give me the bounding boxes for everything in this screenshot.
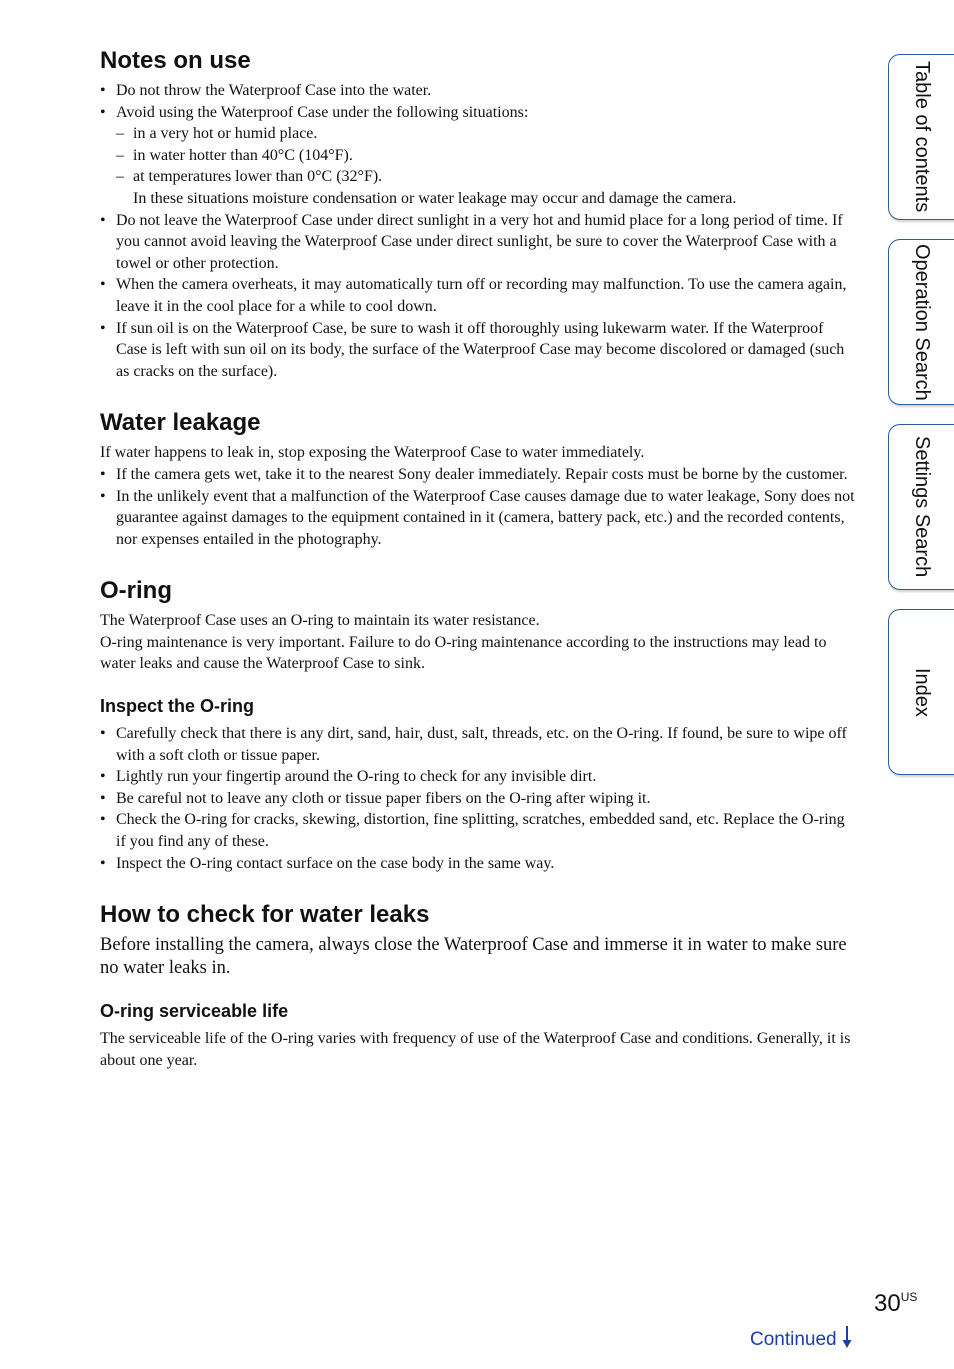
oring-heading: O-ring (100, 577, 172, 605)
continued-link[interactable] (750, 1325, 853, 1355)
situations-list (116, 123, 855, 188)
tab-index[interactable] (888, 609, 954, 775)
notes-section (100, 46, 855, 382)
tab-settings-search[interactable] (888, 424, 954, 590)
tab-operation-search[interactable] (888, 239, 954, 405)
list-item-text: Avoid using the Waterproof Case under the following situations: (116, 103, 529, 121)
list-item: • Carefully check that there is any dirt, sand, hair, dust, salt, threads, etc. on the O-ring. If found, be sure to wipe off with a soft cloth or tissue paper. (100, 723, 855, 766)
list-item: • Inspect the O-ring contact surface on the case body in the same way. (100, 853, 855, 875)
list-item: • Be careful not to leave any cloth or tissue paper fibers on the O-ring after wiping it. (100, 788, 855, 810)
water-leakage-heading: Water leakage (100, 409, 261, 437)
list-item (100, 102, 855, 210)
list-item: • Do not throw the Waterproof Case into the water. (100, 80, 855, 102)
continued-label: Continued (750, 1329, 837, 1350)
notes-list (100, 80, 855, 382)
water-leaks-check-section (100, 900, 855, 1071)
page-number-value: 30 (874, 1290, 901, 1317)
tab-label: Index (911, 667, 933, 717)
situation-note: In these situations moisture condensation or water leakage may occur and damage the camera. (133, 189, 737, 207)
list-item: • Lightly run your fingertip around the O-ring to check for any invisible dirt. (100, 766, 855, 788)
situation-item: – in water hotter than 40°C (104°F). (116, 145, 855, 167)
situation-item: – in a very hot or humid place. (116, 123, 855, 145)
water-leakage-section (100, 408, 855, 550)
tab-label: Table of contents (911, 61, 933, 213)
oring-section (100, 576, 855, 874)
tab-label: Operation Search (911, 243, 933, 401)
oring-paragraph: The Waterproof Case uses an O-ring to maintain its water resistance. (100, 612, 540, 630)
list-item: • If sun oil is on the Waterproof Case, be sure to wash it off thoroughly using lukewarm water. If the Waterproof Case is left with sun oil on its body, the surface of the Waterproof Case may become discolored or damaged (such as cracks on the surface). (100, 318, 855, 383)
water-leakage-list (100, 464, 855, 550)
water-leaks-check-heading: How to check for water leaks (100, 901, 430, 929)
inspect-oring-list (100, 723, 855, 874)
list-item: • Do not leave the Waterproof Case under direct sunlight in a very hot and humid place for a long period of time. If you cannot avoid leaving the Waterproof Case under direct sunlight, be sure to cover the Waterproof Case with a towel or other protection. (100, 210, 855, 275)
notes-heading: Notes on use (100, 47, 251, 74)
water-leakage-intro: If water happens to leak in, stop exposing the Waterproof Case to water immediately. (100, 444, 645, 462)
arrow-down-icon (841, 1325, 853, 1355)
tab-table-of-contents[interactable] (888, 54, 954, 220)
list-item: • If the camera gets wet, take it to the nearest Sony dealer immediately. Repair costs must be borne by the customer. (100, 464, 855, 486)
list-item: • In the unlikely event that a malfunction of the Waterproof Case causes damage due to water leakage, Sony does not guarantee against damages to the equipment contained in it (camera, battery pack, etc.) and the recorded contents, nor expenses entailed in the photography. (100, 486, 855, 551)
page-number-suffix: US (900, 1290, 918, 1304)
situation-item: – at temperatures lower than 0°C (32°F). (116, 166, 855, 188)
page-content (100, 46, 855, 1097)
oring-life-paragraph: The serviceable life of the O-ring varies with frequency of use of the Waterproof Case and conditions. Generally, it is about one year. (100, 1030, 851, 1069)
list-item: • When the camera overheats, it may automatically turn off or recording may malfunction. To use the camera again, leave it in the cool place for a while to cool down. (100, 274, 855, 317)
inspect-oring-heading: Inspect the O-ring (100, 696, 255, 717)
tab-label: Settings Search (911, 436, 933, 578)
page-number (874, 1290, 917, 1318)
oring-life-heading: O-ring serviceable life (100, 1001, 289, 1022)
water-leaks-check-paragraph: Before installing the camera, always close the Waterproof Case and immerse it in water to make sure no water leaks in. (100, 935, 847, 979)
oring-paragraph: O-ring maintenance is very important. Failure to do O-ring maintenance according to the instructions may lead to water leaks and cause the Waterproof Case to sink. (100, 633, 827, 673)
list-item: • Check the O-ring for cracks, skewing, distortion, fine splitting, scratches, embedded sand, etc. Replace the O-ring if you find any of these. (100, 809, 855, 852)
